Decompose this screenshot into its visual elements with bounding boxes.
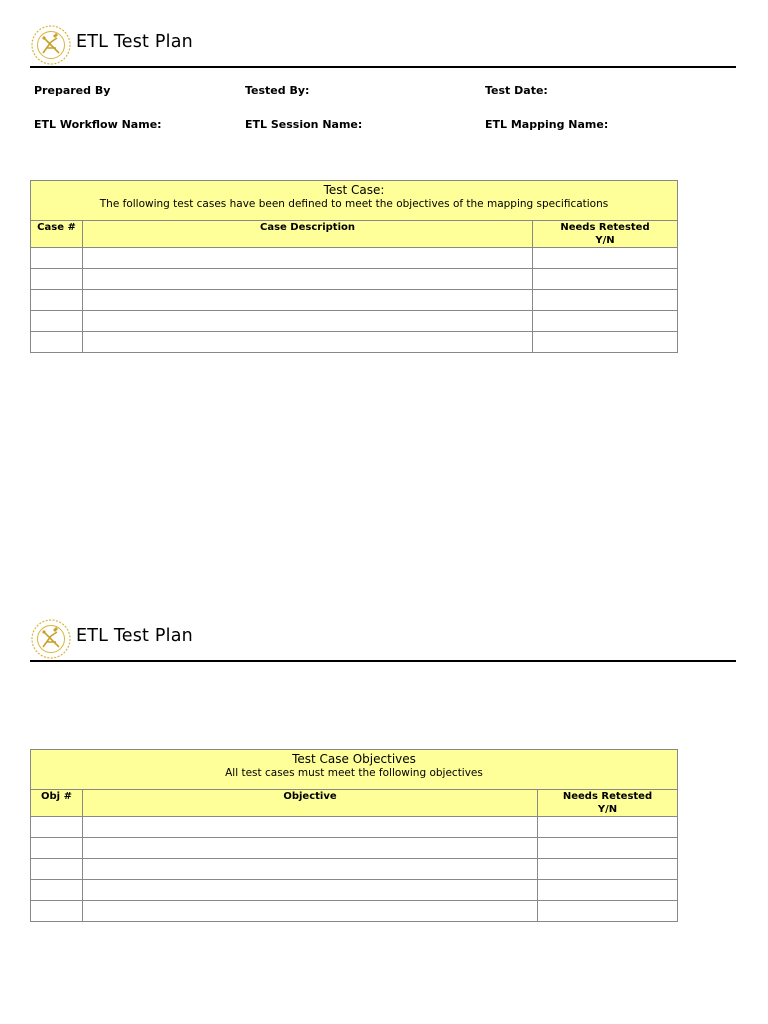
column-header-objective: Objective (83, 790, 538, 817)
company-seal-logo-icon (30, 24, 72, 66)
objective-cell[interactable] (83, 838, 538, 859)
test-case-table (30, 180, 678, 353)
needs-retested-cell[interactable] (533, 332, 678, 353)
tested-by-label: Tested By: (245, 84, 310, 97)
banner-title: Test Case: (323, 183, 385, 197)
needs-retested-label: Needs Retested (562, 791, 653, 802)
needs-retested-cell[interactable] (538, 817, 678, 838)
table-row (31, 817, 678, 838)
column-header-needs-retested (538, 790, 678, 817)
needs-retested-cell[interactable] (533, 311, 678, 332)
case-description-cell[interactable] (83, 332, 533, 353)
needs-retested-cell[interactable] (533, 248, 678, 269)
page-title: ETL Test Plan (76, 626, 193, 646)
column-header-case-number: Case # (31, 221, 83, 248)
banner-subtitle: All test cases must meet the following objectives (225, 767, 483, 779)
mapping-name-label: ETL Mapping Name: (485, 118, 609, 131)
yn-label: Y/N (597, 804, 618, 815)
needs-retested-label: Needs Retested (560, 222, 650, 233)
banner-subtitle: The following test cases have been defined to meet the objectives of the mapping specifications (99, 198, 609, 210)
needs-retested-cell[interactable] (533, 269, 678, 290)
case-description-cell[interactable] (83, 290, 533, 311)
table-row (31, 248, 678, 269)
session-name-label: ETL Session Name: (245, 118, 363, 131)
page2-header (30, 614, 736, 662)
case-number-cell[interactable] (31, 332, 83, 353)
table-row (31, 311, 678, 332)
needs-retested-cell[interactable] (538, 880, 678, 901)
company-seal-logo-icon (30, 618, 72, 660)
obj-number-cell[interactable] (31, 817, 83, 838)
case-description-cell[interactable] (83, 248, 533, 269)
objective-cell[interactable] (83, 817, 538, 838)
objective-cell[interactable] (83, 880, 538, 901)
table-row (31, 332, 678, 353)
obj-number-cell[interactable] (31, 859, 83, 880)
obj-number-cell[interactable] (31, 901, 83, 922)
table-row (31, 901, 678, 922)
page1-header (30, 20, 736, 68)
table-row (31, 838, 678, 859)
page-title: ETL Test Plan (76, 32, 193, 52)
table-row (31, 880, 678, 901)
objective-cell[interactable] (83, 901, 538, 922)
workflow-name-label: ETL Workflow Name: (34, 118, 162, 131)
test-date-label: Test Date: (485, 84, 548, 97)
column-header-needs-retested (533, 221, 678, 248)
column-header-case-description: Case Description (83, 221, 533, 248)
prepared-by-label: Prepared By (34, 84, 111, 97)
banner-title: Test Case Objectives (292, 752, 416, 766)
table-row (31, 859, 678, 880)
test-case-objectives-table (30, 749, 678, 922)
table-row (31, 269, 678, 290)
objective-cell[interactable] (83, 859, 538, 880)
case-number-cell[interactable] (31, 311, 83, 332)
yn-label: Y/N (595, 235, 615, 246)
test-case-banner (31, 181, 678, 221)
needs-retested-cell[interactable] (533, 290, 678, 311)
objectives-banner (31, 750, 678, 790)
case-number-cell[interactable] (31, 269, 83, 290)
obj-number-cell[interactable] (31, 838, 83, 859)
case-number-cell[interactable] (31, 290, 83, 311)
case-description-cell[interactable] (83, 311, 533, 332)
case-description-cell[interactable] (83, 269, 533, 290)
needs-retested-cell[interactable] (538, 901, 678, 922)
column-header-obj-number: Obj # (31, 790, 83, 817)
needs-retested-cell[interactable] (538, 838, 678, 859)
needs-retested-cell[interactable] (538, 859, 678, 880)
case-number-cell[interactable] (31, 248, 83, 269)
table-row (31, 290, 678, 311)
obj-number-cell[interactable] (31, 880, 83, 901)
